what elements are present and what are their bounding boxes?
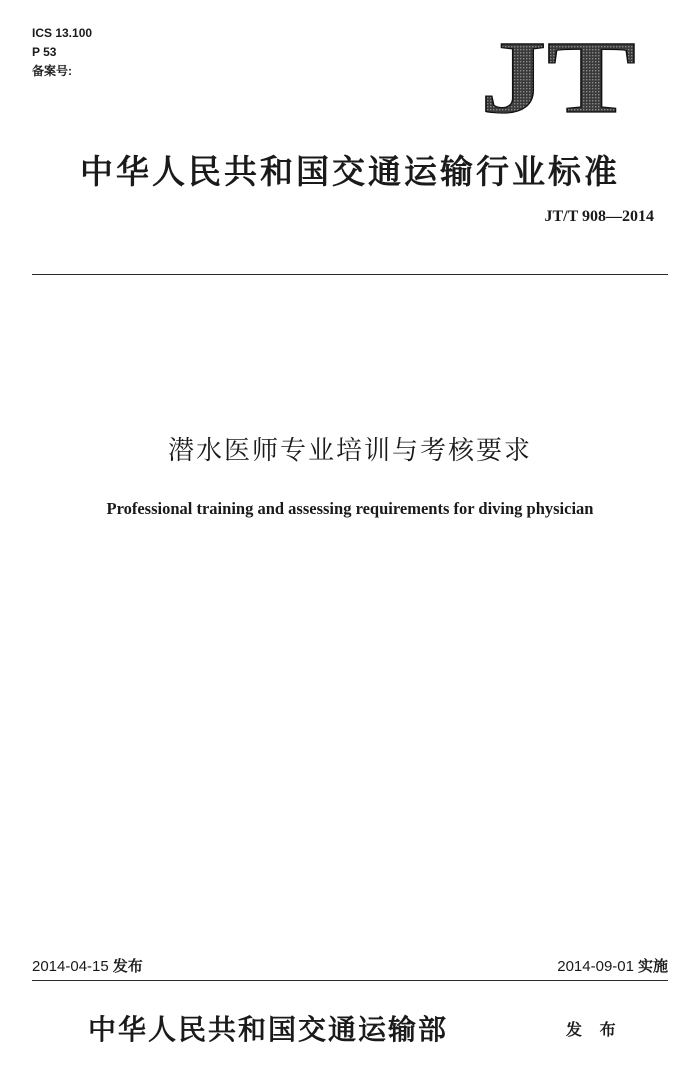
jt-logo xyxy=(478,34,638,116)
document-title-chinese: 潜水医师专业培训与考核要求 xyxy=(167,436,532,466)
header-divider xyxy=(32,274,668,275)
implement-date: 2014-09-01 xyxy=(557,958,634,975)
issue-label: 发布 xyxy=(112,958,143,975)
publish-label: 发 布 xyxy=(566,1020,622,1039)
footer-divider xyxy=(32,980,668,981)
classification-block xyxy=(32,24,92,81)
p-code: P 53 xyxy=(32,45,57,59)
implement-label: 实施 xyxy=(637,958,668,975)
standard-category-title: 中华人民共和国交通运输行业标准 xyxy=(80,152,620,191)
publisher-name: 中华人民共和国交通运输部 xyxy=(88,1013,449,1046)
implement-date-line xyxy=(557,955,668,976)
logo-text: JT xyxy=(480,34,636,116)
issue-date: 2014-04-15 xyxy=(32,958,109,975)
ics-code: ICS 13.100 xyxy=(32,26,93,40)
issue-date-line xyxy=(32,955,143,976)
record-number-label: 备案号: xyxy=(32,64,72,78)
standard-code: JT/T 908—2014 xyxy=(544,208,654,225)
document-title-english: Professional training and assessing requirements for diving physician xyxy=(106,499,594,518)
